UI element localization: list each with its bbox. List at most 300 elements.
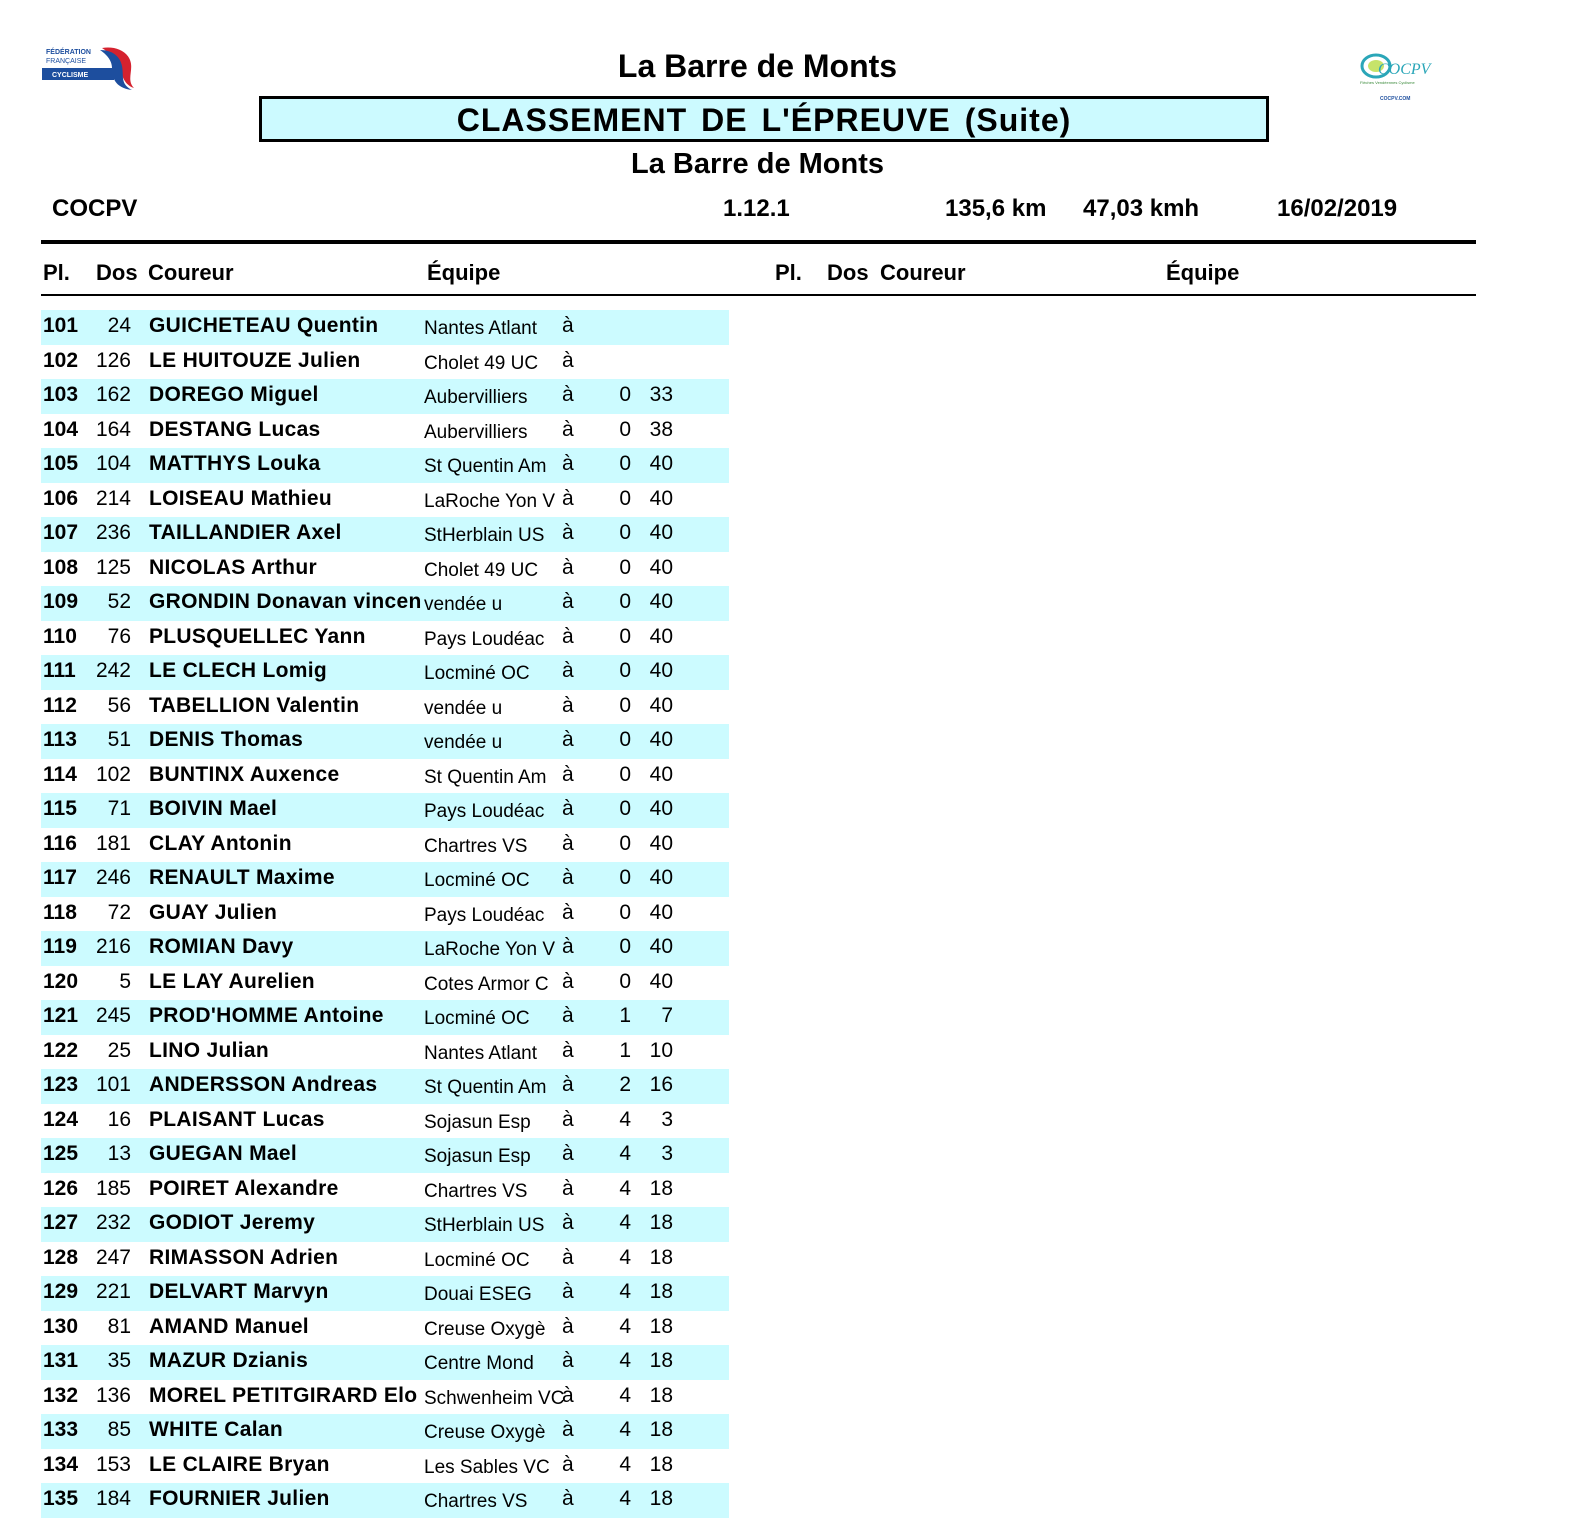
team-name: Schwenheim VC [424, 1387, 565, 1409]
gap-prefix: à [562, 969, 574, 993]
gap-prefix: à [562, 1418, 574, 1441]
table-row [41, 897, 729, 932]
gap-prefix: à [562, 1107, 574, 1131]
gap-minutes: 0 [619, 659, 631, 682]
gap-prefix: à [562, 590, 574, 613]
place: 115 [43, 797, 77, 820]
gap-minutes: 0 [619, 486, 631, 510]
bib-number: 126 [95, 348, 131, 372]
team-name: vendée u [424, 697, 503, 719]
place: 125 [43, 1142, 79, 1165]
place: 128 [43, 1245, 79, 1269]
bib-number: 245 [95, 1004, 131, 1027]
gap-seconds: 18 [649, 1487, 673, 1510]
bib-number: 51 [107, 728, 131, 751]
gap-minutes: 0 [619, 797, 631, 820]
table-row [41, 1345, 729, 1380]
gap-prefix: à [562, 1314, 574, 1338]
gap-seconds: 18 [649, 1349, 673, 1372]
table-row [41, 862, 729, 897]
place: 106 [43, 486, 79, 510]
place: 122 [43, 1038, 79, 1062]
gap-prefix: à [562, 659, 574, 682]
bib-number: 181 [95, 831, 131, 855]
gap-seconds: 40 [649, 693, 673, 717]
rider-name: POIRET Alexandre [149, 1176, 339, 1200]
bib-number: 232 [95, 1211, 131, 1234]
gap-minutes: 0 [619, 383, 631, 406]
table-row [41, 1035, 729, 1070]
gap-seconds: 3 [661, 1142, 673, 1165]
team-name: St Quentin Am [424, 456, 547, 477]
team-name: Chartres VS [424, 835, 528, 857]
place: 110 [43, 624, 77, 648]
rider-name: LE CLECH Lomig [149, 659, 328, 682]
bib-number: 24 [107, 314, 131, 337]
gap-minutes: 0 [619, 935, 631, 958]
rider-name: PLUSQUELLEC Yann [149, 624, 366, 648]
col-header-dos-right: Dos [827, 260, 869, 285]
cocpv-logo-word: COCPV [1378, 61, 1431, 78]
gap-minutes: 4 [619, 1107, 631, 1131]
bib-number: 246 [95, 866, 131, 889]
place: 133 [43, 1418, 79, 1441]
ffc-logo-line-1: FÉDÉRATION [46, 49, 91, 56]
gap-seconds: 33 [649, 383, 673, 406]
rider-name: TABELLION Valentin [149, 693, 360, 717]
rider-name: GUICHETEAU Quentin [149, 314, 379, 337]
team-name: Locminé OC [424, 870, 530, 891]
bib-number: 5 [119, 969, 131, 993]
bib-number: 35 [107, 1349, 131, 1372]
place: 121 [43, 1004, 79, 1027]
place: 105 [43, 452, 79, 475]
gap-prefix: à [562, 1383, 574, 1407]
table-row [41, 931, 729, 966]
gap-minutes: 4 [619, 1280, 631, 1303]
team-name: Chartres VS [424, 1180, 528, 1202]
bib-number: 136 [95, 1383, 131, 1407]
table-row [41, 1104, 729, 1139]
team-name: Cotes Armor C [424, 973, 549, 995]
gap-prefix: à [562, 348, 574, 372]
team-name: Pays Loudéac [424, 801, 545, 822]
rider-name: MATTHYS Louka [149, 452, 321, 475]
team-name: StHerblain US [424, 525, 545, 546]
rider-name: ROMIAN Davy [149, 935, 294, 958]
rider-name: RENAULT Maxime [149, 866, 335, 889]
gap-prefix: à [562, 1142, 574, 1165]
team-name: Pays Loudéac [424, 904, 545, 926]
rider-name: BOIVIN Mael [149, 797, 278, 820]
team-name: Aubervilliers [424, 387, 528, 408]
table-row [41, 1483, 729, 1518]
table-row [41, 1380, 729, 1415]
bib-number: 214 [95, 486, 131, 510]
rider-name: LE LAY Aurelien [149, 969, 315, 993]
gap-prefix: à [562, 624, 574, 648]
team-name: Creuse Oxygè [424, 1318, 546, 1340]
bib-number: 247 [95, 1245, 131, 1269]
header-rule-thick [41, 240, 1476, 244]
table-row [41, 690, 729, 725]
bib-number: 221 [95, 1280, 131, 1303]
bib-number: 52 [107, 590, 131, 613]
gap-prefix: à [562, 417, 574, 441]
gap-minutes: 0 [619, 590, 631, 613]
rider-name: MOREL PETITGIRARD Elo [149, 1383, 418, 1407]
gap-seconds: 40 [649, 452, 673, 475]
place: 109 [43, 590, 79, 613]
place: 120 [43, 969, 79, 993]
team-name: Sojasun Esp [424, 1146, 531, 1167]
place: 135 [43, 1487, 79, 1510]
gap-seconds: 40 [649, 762, 673, 786]
table-row [41, 1207, 729, 1242]
rider-name: LE HUITOUZE Julien [149, 348, 361, 372]
team-name: Creuse Oxygè [424, 1422, 546, 1443]
table-row [41, 655, 729, 690]
gap-seconds: 18 [649, 1452, 673, 1476]
organizer: COCPV [52, 195, 138, 222]
rider-name: LOISEAU Mathieu [149, 486, 333, 510]
table-row [41, 448, 729, 483]
gap-minutes: 0 [619, 555, 631, 579]
results-table [41, 310, 731, 1518]
rider-name: GRONDIN Donavan vincen [149, 590, 422, 613]
header-rule-thin [41, 294, 1476, 296]
place: 119 [43, 935, 77, 958]
gap-minutes: 0 [619, 728, 631, 751]
bib-number: 85 [107, 1418, 131, 1441]
gap-minutes: 1 [619, 1004, 631, 1027]
table-row [41, 483, 729, 518]
place: 123 [43, 1073, 79, 1096]
gap-seconds: 38 [649, 417, 673, 441]
gap-minutes: 4 [619, 1487, 631, 1510]
gap-prefix: à [562, 1211, 574, 1234]
gap-minutes: 4 [619, 1142, 631, 1165]
gap-seconds: 40 [649, 797, 673, 820]
gap-seconds: 18 [649, 1211, 673, 1234]
gap-prefix: à [562, 762, 574, 786]
banner-word-1: CLASSEMENT [456, 102, 688, 138]
gap-minutes: 0 [619, 624, 631, 648]
table-row [41, 310, 729, 345]
rider-name: LE CLAIRE Bryan [149, 1452, 330, 1476]
col-header-coureur-right: Coureur [880, 260, 966, 285]
gap-seconds: 40 [649, 590, 673, 613]
gap-prefix: à [562, 452, 574, 475]
gap-minutes: 4 [619, 1418, 631, 1441]
gap-prefix: à [562, 555, 574, 579]
place: 104 [43, 417, 79, 441]
place: 101 [43, 314, 79, 337]
gap-prefix: à [562, 866, 574, 889]
gap-minutes: 0 [619, 452, 631, 475]
average-speed: 47,03 kmh [1083, 195, 1200, 222]
race-distance: 135,6 km [945, 195, 1047, 222]
bib-number: 16 [107, 1107, 131, 1131]
table-row [41, 621, 729, 656]
gap-prefix: à [562, 1280, 574, 1303]
rider-name: PLAISANT Lucas [149, 1107, 325, 1131]
gap-prefix: à [562, 521, 574, 544]
table-row [41, 586, 729, 621]
rider-name: NICOLAS Arthur [149, 555, 317, 579]
gap-minutes: 0 [619, 417, 631, 441]
gap-seconds: 40 [649, 935, 673, 958]
gap-minutes: 4 [619, 1176, 631, 1200]
rider-name: WHITE Calan [149, 1418, 283, 1441]
rider-name: GODIOT Jeremy [149, 1211, 316, 1234]
table-row [41, 345, 729, 380]
team-name: St Quentin Am [424, 1077, 547, 1098]
team-name: vendée u [424, 594, 503, 615]
gap-minutes: 4 [619, 1383, 631, 1407]
gap-seconds: 40 [649, 555, 673, 579]
col-header-dos: Dos [96, 260, 138, 285]
gap-prefix: à [562, 728, 574, 751]
place: 130 [43, 1314, 79, 1338]
gap-seconds: 40 [649, 659, 673, 682]
table-row [41, 828, 729, 863]
gap-seconds: 40 [649, 831, 673, 855]
gap-minutes: 0 [619, 831, 631, 855]
gap-seconds: 40 [649, 521, 673, 544]
rider-name: DENIS Thomas [149, 728, 304, 751]
team-name: Locminé OC [424, 1249, 530, 1271]
table-row [41, 1173, 729, 1208]
table-row [41, 517, 729, 552]
bib-number: 72 [107, 900, 131, 924]
place: 132 [43, 1383, 79, 1407]
gap-minutes: 0 [619, 693, 631, 717]
place: 114 [43, 762, 77, 786]
team-name: Sojasun Esp [424, 1111, 531, 1133]
gap-minutes: 0 [619, 521, 631, 544]
gap-minutes: 4 [619, 1349, 631, 1372]
bib-number: 236 [95, 521, 131, 544]
place: 117 [43, 866, 77, 889]
table-row [41, 793, 729, 828]
place: 118 [43, 900, 77, 924]
gap-seconds: 40 [649, 486, 673, 510]
rider-name: MAZUR Dzianis [149, 1349, 309, 1372]
place: 124 [43, 1107, 79, 1131]
gap-minutes: 0 [619, 900, 631, 924]
bib-number: 185 [95, 1176, 131, 1200]
gap-seconds: 40 [649, 624, 673, 648]
bib-number: 81 [107, 1314, 131, 1338]
gap-seconds: 40 [649, 866, 673, 889]
team-name: Nantes Atlant [424, 1042, 538, 1064]
rider-name: DESTANG Lucas [149, 417, 321, 441]
gap-prefix: à [562, 314, 574, 337]
rider-name: BUNTINX Auxence [149, 762, 340, 786]
gap-minutes: 4 [619, 1452, 631, 1476]
gap-seconds: 10 [649, 1038, 673, 1062]
rider-name: RIMASSON Adrien [149, 1245, 339, 1269]
race-category: 1.12.1 [723, 195, 790, 222]
gap-prefix: à [562, 935, 574, 958]
gap-seconds: 40 [649, 969, 673, 993]
rider-name: DELVART Marvyn [149, 1280, 329, 1303]
bib-number: 125 [95, 555, 131, 579]
gap-seconds: 40 [649, 900, 673, 924]
gap-minutes: 4 [619, 1211, 631, 1234]
banner-word-2: DE [701, 102, 748, 138]
table-row [41, 1000, 729, 1035]
bib-number: 25 [107, 1038, 131, 1062]
gap-seconds: 18 [649, 1280, 673, 1303]
col-header-pl-right: Pl. [775, 260, 802, 285]
team-name: Cholet 49 UC [424, 352, 539, 374]
bib-number: 13 [107, 1142, 131, 1165]
place: 112 [43, 693, 77, 717]
ffc-logo-line-2: FRANÇAISE [46, 58, 87, 65]
table-row [41, 1069, 729, 1104]
place: 107 [43, 521, 79, 544]
bib-number: 216 [95, 935, 131, 958]
gap-prefix: à [562, 486, 574, 510]
gap-minutes: 1 [619, 1038, 631, 1062]
table-row [41, 1311, 729, 1346]
bib-number: 101 [95, 1073, 131, 1096]
place: 131 [43, 1349, 79, 1372]
team-name: Pays Loudéac [424, 628, 545, 650]
team-name: LaRoche Yon V [424, 490, 556, 512]
rider-name: LINO Julian [149, 1038, 269, 1062]
gap-minutes: 2 [619, 1073, 631, 1096]
team-name: Douai ESEG [424, 1284, 532, 1305]
team-name: Aubervilliers [424, 421, 528, 443]
bib-number: 56 [107, 693, 131, 717]
race-date: 16/02/2019 [1277, 195, 1398, 222]
table-row [41, 1414, 729, 1449]
table-row [41, 414, 729, 449]
gap-prefix: à [562, 1073, 574, 1096]
gap-seconds: 16 [649, 1073, 673, 1096]
team-name: St Quentin Am [424, 766, 547, 788]
place: 108 [43, 555, 79, 579]
table-row [41, 724, 729, 759]
gap-prefix: à [562, 693, 574, 717]
gap-seconds: 7 [661, 1004, 673, 1027]
bib-number: 162 [95, 383, 131, 406]
gap-prefix: à [562, 1004, 574, 1027]
gap-seconds: 18 [649, 1314, 673, 1338]
gap-prefix: à [562, 1176, 574, 1200]
rider-name: DOREGO Miguel [149, 383, 319, 406]
table-row [41, 1138, 729, 1173]
team-name: Les Sables VC [424, 1456, 550, 1478]
gap-prefix: à [562, 383, 574, 406]
gap-prefix: à [562, 1245, 574, 1269]
team-name: Locminé OC [424, 663, 530, 684]
banner-word-3: L'ÉPREUVE [761, 102, 951, 138]
gap-prefix: à [562, 1487, 574, 1510]
col-header-equipe-right: Équipe [1166, 260, 1240, 285]
place: 126 [43, 1176, 79, 1200]
gap-prefix: à [562, 1349, 574, 1372]
event-title: La Barre de Monts [617, 48, 898, 84]
gap-minutes: 4 [619, 1245, 631, 1269]
place: 134 [43, 1452, 79, 1476]
table-row [41, 759, 729, 794]
bib-number: 242 [95, 659, 131, 682]
bib-number: 76 [107, 624, 131, 648]
place: 102 [43, 348, 79, 372]
team-name: Nantes Atlant [424, 318, 538, 339]
table-row [41, 1276, 729, 1311]
bib-number: 104 [95, 452, 131, 475]
gap-prefix: à [562, 1038, 574, 1062]
team-name: LaRoche Yon V [424, 939, 556, 960]
bib-number: 71 [107, 797, 131, 820]
team-name: Locminé OC [424, 1008, 530, 1029]
bib-number: 153 [95, 1452, 131, 1476]
rider-name: TAILLANDIER Axel [149, 521, 342, 544]
gap-seconds: 40 [649, 728, 673, 751]
table-row [41, 1449, 729, 1484]
bib-number: 164 [95, 417, 131, 441]
col-header-equipe: Équipe [427, 260, 501, 285]
race-subtitle: La Barre de Monts [631, 148, 884, 180]
gap-prefix: à [562, 831, 574, 855]
team-name: vendée u [424, 732, 503, 753]
place: 113 [43, 728, 77, 751]
bib-number: 102 [95, 762, 131, 786]
table-row [41, 966, 729, 1001]
team-name: Centre Mond [424, 1353, 534, 1374]
team-name: Chartres VS [424, 1491, 528, 1512]
gap-seconds: 18 [649, 1176, 673, 1200]
place: 116 [43, 831, 77, 855]
place: 127 [43, 1211, 79, 1234]
team-name: Cholet 49 UC [424, 559, 539, 581]
rider-name: PROD'HOMME Antoine [149, 1004, 384, 1027]
gap-prefix: à [562, 900, 574, 924]
rider-name: GUEGAN Mael [149, 1142, 297, 1165]
banner-word-4: (Suite) [964, 102, 1072, 138]
gap-minutes: 0 [619, 762, 631, 786]
col-header-pl: Pl. [43, 260, 70, 285]
cocpv-logo-url: COCPV.COM [1380, 96, 1411, 102]
rider-name: AMAND Manuel [149, 1314, 309, 1338]
table-row [41, 552, 729, 587]
place: 111 [43, 659, 76, 682]
cocpv-logo-tagline: Flèches Vendéennes Cyclisme [1360, 80, 1415, 85]
rider-name: FOURNIER Julien [149, 1487, 330, 1510]
gap-minutes: 0 [619, 866, 631, 889]
ranking-banner [259, 96, 1269, 142]
col-header-coureur: Coureur [148, 260, 234, 285]
rider-name: ANDERSSON Andreas [149, 1073, 378, 1096]
rider-name: GUAY Julien [149, 900, 278, 924]
bib-number: 184 [95, 1487, 131, 1510]
gap-prefix: à [562, 797, 574, 820]
table-row [41, 1242, 729, 1277]
place: 103 [43, 383, 79, 406]
ffc-logo-line-3: CYCLISME [52, 72, 89, 79]
gap-minutes: 0 [619, 969, 631, 993]
gap-seconds: 18 [649, 1383, 673, 1407]
gap-seconds: 18 [649, 1245, 673, 1269]
gap-seconds: 18 [649, 1418, 673, 1441]
gap-prefix: à [562, 1452, 574, 1476]
team-name: StHerblain US [424, 1215, 545, 1236]
